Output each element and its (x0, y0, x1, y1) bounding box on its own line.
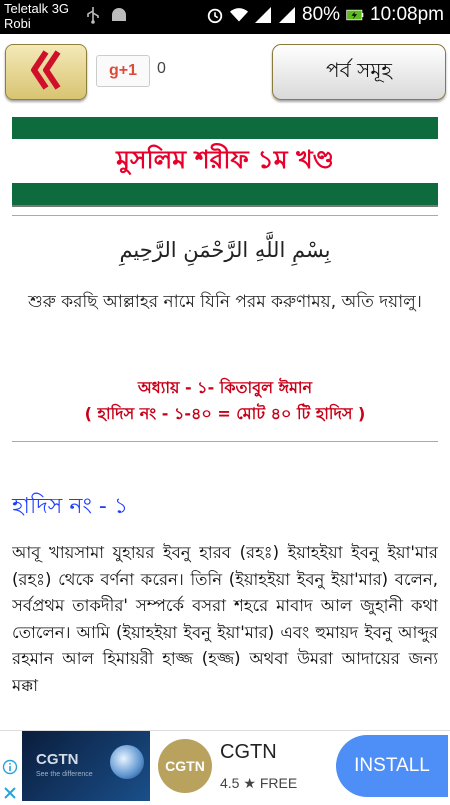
back-button[interactable] (5, 44, 87, 100)
google-plus-one-button[interactable]: g+1 (96, 55, 150, 87)
install-button[interactable]: INSTALL (336, 735, 448, 797)
carrier-label (4, 1, 69, 31)
android-icon (110, 6, 128, 24)
usb-icon (84, 6, 102, 24)
ad-info-icon[interactable] (2, 759, 18, 775)
battery-percent: 80% (302, 4, 341, 25)
sim2-signal-icon (278, 6, 296, 24)
wifi-icon (230, 6, 248, 24)
sim1-signal-icon (254, 6, 272, 24)
book-title: মুসলিম শরীফ ১ম খণ্ড (12, 139, 438, 183)
battery-charging-icon (346, 6, 364, 24)
status-bar (0, 0, 450, 34)
chapters-button[interactable]: পর্ব সমূহ (272, 44, 446, 100)
chapter-title: অধ্যায় - ১- কিতাবুল ঈমান (137, 378, 313, 397)
carrier-line-2: Robi (4, 16, 31, 31)
ad-rating (220, 775, 297, 792)
app-logo[interactable]: CGTN (158, 739, 212, 793)
double-chevron-left-icon (26, 49, 66, 95)
ad-banner-text: CGTN (36, 751, 79, 768)
ad-banner[interactable] (0, 730, 450, 801)
bismillah-text: بِسْمِ اللَّهِ الرَّحْمَنِ الرَّحِيمِ (119, 238, 331, 262)
hadith-text: আবূ খায়সামা যুহায়র ইবনু হারব (রহঃ) ইয়াহইয়া ইবনু ইয়া'মার (রহঃ) থেকে বর্ণনা করেন। তিনি (ইয়াহইয়া ইবনু ইয়া'মার) বলেন, সর্বপ্রথম তাকদীর' সম্পর্কে বসরা শহরে মাবাদ আল জুহানী কথা তোলেন। আমি (ইয়াহইয়া ইবনু ইয়া'মার) এবং হুমায়দ ইবনু আব্দুর রহমান আল হিমায়রী হাজ্জ (হজ্জ) অথবা উমরা আদায়ের জন্য মক্কা (12, 543, 438, 695)
star-icon: ★ (243, 775, 256, 791)
ad-banner-subtext: See the difference (36, 771, 93, 778)
rating-value: 4.5 (220, 775, 240, 791)
globe-icon (110, 745, 144, 779)
toolbar (0, 34, 450, 106)
ad-image[interactable] (22, 731, 150, 801)
divider (12, 215, 438, 216)
title-banner (12, 117, 438, 207)
divider (12, 441, 438, 442)
price-label: FREE (259, 775, 298, 791)
hadith-range: ( হাদিস নং - ১-৪০ = মোট ৪০ টি হাদিস ) (84, 404, 366, 423)
carrier-line-1: Teletalk 3G (4, 1, 70, 16)
clock: 10:08pm (370, 4, 444, 25)
close-icon[interactable] (2, 785, 18, 801)
plus-one-count: 0 (157, 60, 166, 77)
alarm-icon (206, 6, 224, 24)
hadith-heading: হাদিস নং - ১ (12, 494, 129, 519)
intro-text: শুরু করছি আল্লাহর নামে যিনি পরম করুণাময়, অতি দয়ালু। (28, 292, 422, 312)
ad-app-name[interactable]: CGTN (220, 741, 277, 763)
